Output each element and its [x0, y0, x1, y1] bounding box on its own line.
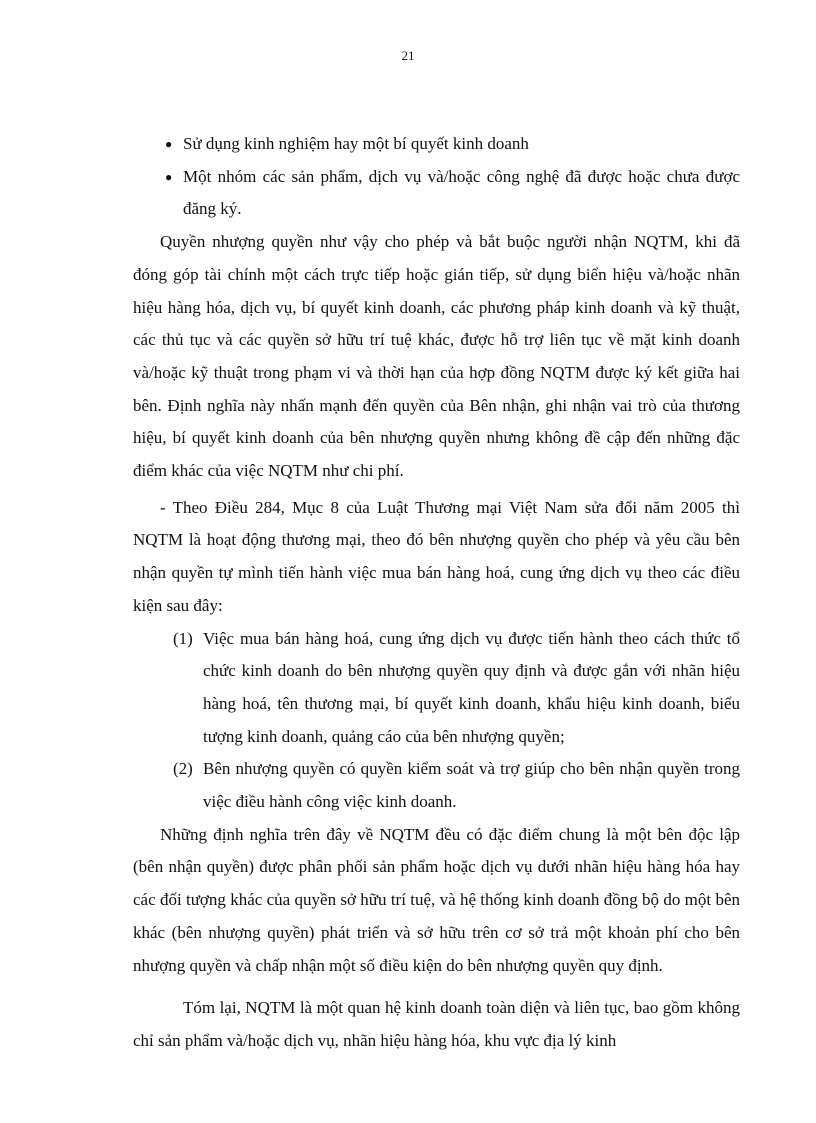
- item-text: Bên nhượng quyền có quyền kiểm soát và trợ giúp cho bên nhận quyền trong việc điều hành công việc kinh doanh.: [203, 759, 740, 812]
- paragraph-summary: Tóm lại, NQTM là một quan hệ kinh doanh toàn diện và liên tục, bao gồm không chỉ sản phẩm và/hoặc dịch vụ, nhãn hiệu hàng hóa, khu vực địa lý kinh: [133, 998, 740, 1050]
- numbered-item: [133, 753, 740, 818]
- paragraph-franchise-definition: Quyền nhượng quyền như vậy cho phép và bắt buộc người nhận NQTM, khi đã đóng góp tài chính một cách trực tiếp hoặc gián tiếp, sử dụng biển hiệu và/hoặc nhãn hiệu hàng hóa, dịch vụ, bí quyết kinh doanh, các phương pháp kinh doanh và kỹ thuật, các thủ tục và các quyền sở hữu trí tuệ khác, được hỗ trợ liên tục về mặt kinh doanh và/hoặc kỹ thuật trong phạm vi và thời hạn của hợp đồng NQTM được ký kết giữa hai bên. Định nghĩa này nhấn mạnh đến quyền của Bên nhận, ghi nhận vai trò của thương hiệu, bí quyết kinh doanh của bên nhượng quyền nhưng không đề cập đến những đặc điểm khác của việc NQTM như chi phí.: [133, 232, 740, 481]
- item-number: (1): [173, 628, 193, 648]
- paragraph-law-article: - Theo Điều 284, Mục 8 của Luật Thương mại Việt Nam sửa đổi năm 2005 thì NQTM là hoạt động thương mại, theo đó bên nhượng quyền cho phép và yêu cầu bên nhận quyền tự mình tiến hành việc mua bán hàng hoá, cung ứng dịch vụ theo các điều kiện sau đây:: [133, 497, 740, 615]
- page-number: 21: [401, 48, 415, 63]
- item-text: Việc mua bán hàng hoá, cung ứng dịch vụ được tiến hành theo cách thức tổ chức kinh doanh do bên nhượng quyền quy định và được gắn với nhãn hiệu hàng hoá, tên thương mại, bí quyết kinh doanh, khẩu hiệu kinh doanh, biểu tượng kinh doanh, quảng cáo của bên nhượng quyền;: [203, 628, 740, 746]
- bullet-icon: ●: [165, 169, 173, 184]
- numbered-list: [133, 623, 740, 819]
- numbered-item: [133, 623, 740, 754]
- bullet-item: [133, 128, 740, 161]
- bullet-item: [133, 161, 740, 226]
- bullet-text: Một nhóm các sản phẩm, dịch vụ và/hoặc công nghệ đã được hoặc chưa được đăng ký.: [183, 166, 740, 219]
- paragraph-common-features: Những định nghĩa trên đây về NQTM đều có đặc điểm chung là một bên độc lập (bên nhận quyền) được phân phối sản phẩm hoặc dịch vụ dưới nhãn hiệu hàng hóa hay các đối tượng khác của quyền sở hữu trí tuệ, và hệ thống kinh doanh đồng bộ do một bên khác (bên nhượng quyền) phát triển và sở hữu trên cơ sở trả một khoản phí cho bên nhượng quyền và chấp nhận một số điều kiện do bên nhượng quyền quy định.: [133, 824, 740, 975]
- bullet-icon: ●: [165, 137, 173, 151]
- item-number: (2): [173, 759, 193, 779]
- bullet-text: Sử dụng kinh nghiệm hay một bí quyết kinh doanh: [183, 134, 529, 153]
- document-body: [133, 128, 740, 1058]
- bullet-list: [133, 128, 740, 226]
